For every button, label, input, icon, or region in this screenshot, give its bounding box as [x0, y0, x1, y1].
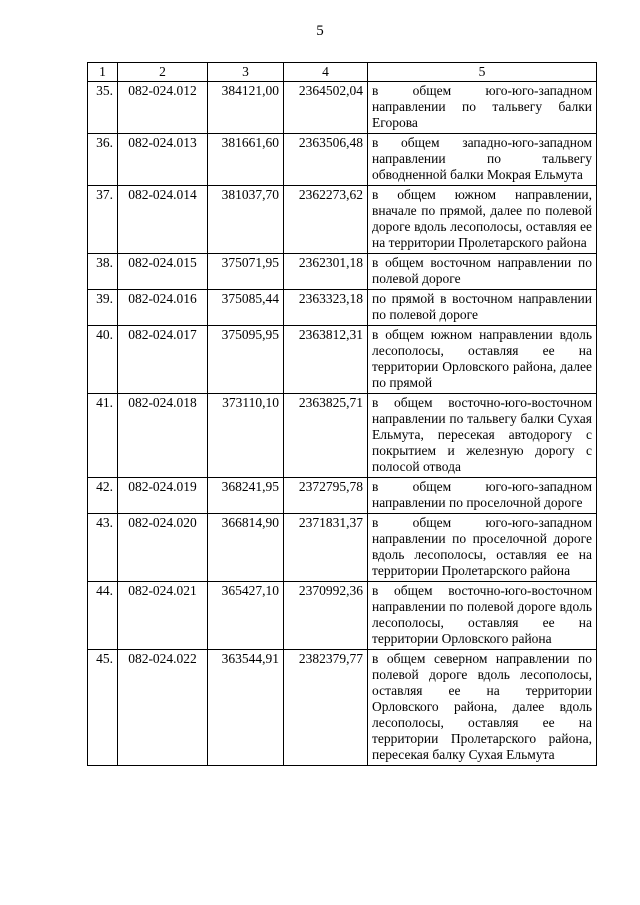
row-number-cell: 36. [88, 134, 118, 186]
table-row [88, 394, 597, 478]
boundary-description-cell: в общем юго-юго-западном направлении по тальвегу балки Егорова [368, 82, 597, 134]
point-code-cell: 082-024.021 [118, 582, 208, 650]
y-coordinate-cell: 2363825,71 [284, 394, 368, 478]
table-row [88, 326, 597, 394]
point-code-cell: 082-024.015 [118, 254, 208, 290]
boundary-points-table [87, 62, 597, 766]
x-coordinate-cell: 381661,60 [208, 134, 284, 186]
point-code-cell: 082-024.017 [118, 326, 208, 394]
boundary-description-cell: в общем восточно-юго-восточном направлении по полевой дороге вдоль лесополосы, оставляя ее на территории Орловского района [368, 582, 597, 650]
boundary-description-cell: в общем восточном направлении по полевой дороге [368, 254, 597, 290]
column-header: 2 [118, 63, 208, 82]
column-header: 3 [208, 63, 284, 82]
row-number-cell: 45. [88, 650, 118, 766]
boundary-description-cell: в общем южном направлении вдоль лесополосы, оставляя ее на территории Орловского района, далее по прямой [368, 326, 597, 394]
page-number: 5 [316, 23, 324, 39]
point-code-cell: 082-024.022 [118, 650, 208, 766]
y-coordinate-cell: 2363812,31 [284, 326, 368, 394]
boundary-description-cell: в общем юго-юго-западном направлении по проселочной дороге [368, 478, 597, 514]
boundary-description-cell: по прямой в восточном направлении по полевой дороге [368, 290, 597, 326]
row-number-cell: 35. [88, 82, 118, 134]
x-coordinate-cell: 375085,44 [208, 290, 284, 326]
table-header-row [88, 63, 597, 82]
row-number-cell: 42. [88, 478, 118, 514]
y-coordinate-cell: 2363323,18 [284, 290, 368, 326]
row-number-cell: 44. [88, 582, 118, 650]
boundary-description-cell: в общем западно-юго-западном направлении по тальвегу обводненной балки Мокрая Ельмута [368, 134, 597, 186]
table-row [88, 582, 597, 650]
x-coordinate-cell: 381037,70 [208, 186, 284, 254]
row-number-cell: 39. [88, 290, 118, 326]
x-coordinate-cell: 366814,90 [208, 514, 284, 582]
x-coordinate-cell: 373110,10 [208, 394, 284, 478]
x-coordinate-cell: 368241,95 [208, 478, 284, 514]
point-code-cell: 082-024.012 [118, 82, 208, 134]
boundary-description-cell: в общем южном направлении, вначале по прямой, далее по полевой дороге вдоль лесополосы, оставляя ее на территории Пролетарского района [368, 186, 597, 254]
row-number-cell: 40. [88, 326, 118, 394]
table-row [88, 650, 597, 766]
boundary-description-cell: в общем северном направлении по полевой дороге вдоль лесополосы, оставляя ее на территории Орловского района, далее вдоль лесополосы, оставляя ее на территории Пролетарского района, пересекая балку Сухая Ельмута [368, 650, 597, 766]
y-coordinate-cell: 2362301,18 [284, 254, 368, 290]
y-coordinate-cell: 2372795,78 [284, 478, 368, 514]
y-coordinate-cell: 2382379,77 [284, 650, 368, 766]
column-header: 5 [368, 63, 597, 82]
table-row [88, 134, 597, 186]
row-number-cell: 43. [88, 514, 118, 582]
column-header: 4 [284, 63, 368, 82]
row-number-cell: 38. [88, 254, 118, 290]
table-row [88, 514, 597, 582]
point-code-cell: 082-024.014 [118, 186, 208, 254]
table-row [88, 478, 597, 514]
row-number-cell: 41. [88, 394, 118, 478]
y-coordinate-cell: 2363506,48 [284, 134, 368, 186]
point-code-cell: 082-024.018 [118, 394, 208, 478]
y-coordinate-cell: 2371831,37 [284, 514, 368, 582]
point-code-cell: 082-024.013 [118, 134, 208, 186]
table-row [88, 186, 597, 254]
point-code-cell: 082-024.016 [118, 290, 208, 326]
table-row [88, 254, 597, 290]
y-coordinate-cell: 2364502,04 [284, 82, 368, 134]
table-row [88, 290, 597, 326]
boundary-description-cell: в общем восточно-юго-восточном направлении по тальвегу балки Сухая Ельмута, пересекая автодорогу с покрытием и железную дорогу с полосой отвода [368, 394, 597, 478]
x-coordinate-cell: 363544,91 [208, 650, 284, 766]
x-coordinate-cell: 375071,95 [208, 254, 284, 290]
column-header: 1 [88, 63, 118, 82]
x-coordinate-cell: 384121,00 [208, 82, 284, 134]
row-number-cell: 37. [88, 186, 118, 254]
x-coordinate-cell: 375095,95 [208, 326, 284, 394]
y-coordinate-cell: 2370992,36 [284, 582, 368, 650]
boundary-description-cell: в общем юго-юго-западном направлении по проселочной дороге вдоль лесополосы, оставляя ее на территории Пролетарского района [368, 514, 597, 582]
point-code-cell: 082-024.019 [118, 478, 208, 514]
y-coordinate-cell: 2362273,62 [284, 186, 368, 254]
point-code-cell: 082-024.020 [118, 514, 208, 582]
x-coordinate-cell: 365427,10 [208, 582, 284, 650]
table-row [88, 82, 597, 134]
